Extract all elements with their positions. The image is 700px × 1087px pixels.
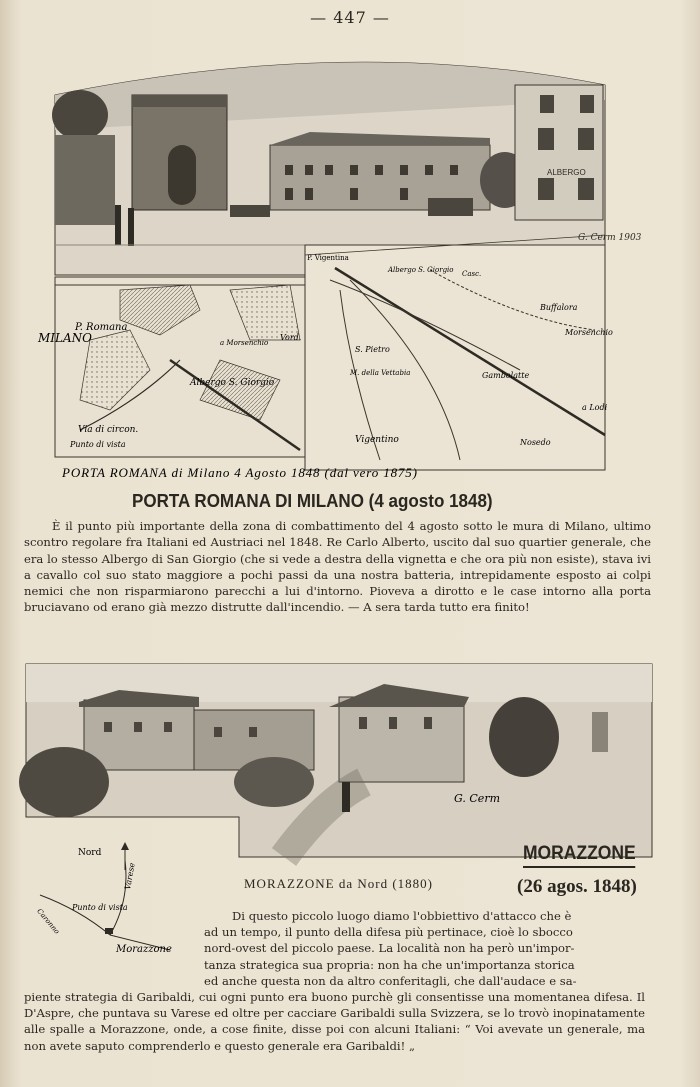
- porta-romana-map-right: [305, 235, 613, 470]
- porta-romana-scene: [52, 62, 642, 275]
- text-line: ed anche questa non da altro conferitagli, che dall'audace e sa-: [204, 973, 577, 988]
- map-label-morsenchio-road: a Morsenchio: [220, 339, 269, 347]
- section2-title: MORAZZONE: [523, 843, 636, 868]
- text-line: ad un tempo, il punto della difesa più pertinace, cioè lo sbocco: [204, 925, 573, 940]
- map-label-milano: MILANO: [38, 331, 92, 345]
- text-line: nord-ovest del piccolo paese. La località non ha però un'impor-: [204, 941, 575, 956]
- section2-text: [24, 908, 645, 1054]
- map-label-caronno: Caronno: [35, 907, 61, 936]
- map-label-porta: P. Romana: [75, 322, 128, 333]
- map-label-albergo: Albergo S. Giorgio: [190, 378, 275, 388]
- map-label-vettabia: M. della Vettabia: [350, 369, 411, 377]
- map-label-punto: Punto di vista: [70, 440, 126, 449]
- caption-2: MORAZZONE da Nord (1880): [244, 876, 434, 891]
- text-rest: piente strategia di Garibaldi, cui ogni punto era buono purchè gli consentisse una momentanea difesa. Il D'Aspre, che puntava su Varese ed oltre per cacciare Garibaldi sulla Svizzera, se lo trovò inopinatamente alle spalle a Morazzone, onde, a cose finite, disse poi con alcuni Italiani: “ Voi avevate un generale, ma non avete saputo comprenderlo e questo generale era Garibaldi! „: [24, 990, 645, 1053]
- albergo-sign: ALBERGO: [547, 168, 586, 177]
- map-label-morsenchio: Morsenchio: [565, 328, 613, 337]
- signature-1: G. Cerm 1903: [578, 233, 642, 243]
- morazzone-illustration: [24, 662, 654, 862]
- section1-text: È il punto più importante della zona di combattimento del 4 agosto sotto le mura di Milano, ultimo scontro regolare fra Italiani ed Austriaci nel 1848. Re Carlo Alberto, uscito dal suo quartier generale, che era lo stesso Albergo di San Giorgio (che si vede a destra della vignetta e che ora più non esiste), stava ivi a cavallo col suo stato maggiore a pochi passi da una nostra batteria, intrepidamente esposto ai colpi nemici che non risparmiarono parecchi a lui d'intorno. Pioveva a dirotto e le case intorno alla porta bruciavano od erano già mezzo distrutte dall'incendio. — A sera tarda tutto era finito!: [24, 519, 651, 615]
- map-label-gambolatte: Gambolatte: [482, 371, 530, 380]
- text-line: tanza strategica sua propria: non ha che un'importanza storica: [204, 957, 575, 972]
- map-label-lodi: a Lodi: [582, 403, 608, 412]
- porta-romana-map-left: [37, 277, 305, 457]
- text-line: Di questo piccolo luogo diamo l'obbiettivo d'attacco che è: [232, 909, 572, 923]
- section2-date: (26 agos. 1848): [517, 876, 637, 897]
- map-label-cascina: Casc.: [462, 270, 482, 278]
- porta-romana-illustration: [38, 40, 650, 485]
- map-label-pietro: S. Pietro: [355, 345, 390, 354]
- map-label-via: Via di circon.: [78, 425, 139, 435]
- map-label-varese: Varese: [123, 861, 137, 891]
- map-label-albergo-2: Albergo S. Giorgio: [388, 266, 454, 274]
- map-label-nord: Nord: [78, 848, 102, 858]
- map-label-punto-vista: Punto di vista: [72, 903, 128, 912]
- map-label-buffalora: Buffalora: [540, 303, 578, 312]
- map-label-vigentina: P. Vigentina: [307, 254, 349, 262]
- caption-1: PORTA ROMANA di Milano 4 Agosto 1848 (dal vero 1875): [62, 465, 417, 480]
- signature-2: G. Cerm: [454, 792, 501, 805]
- map-label-nosedo: Nosedo: [520, 438, 551, 447]
- map-label-vord: Vord.: [280, 333, 302, 342]
- section1-title: PORTA ROMANA DI MILANO (4 agosto 1848): [132, 490, 493, 511]
- page-number: — 447 —: [310, 8, 390, 27]
- map-label-morazzone: Morazzone: [116, 944, 172, 955]
- map-label-vigentino: Vigentino: [355, 435, 399, 445]
